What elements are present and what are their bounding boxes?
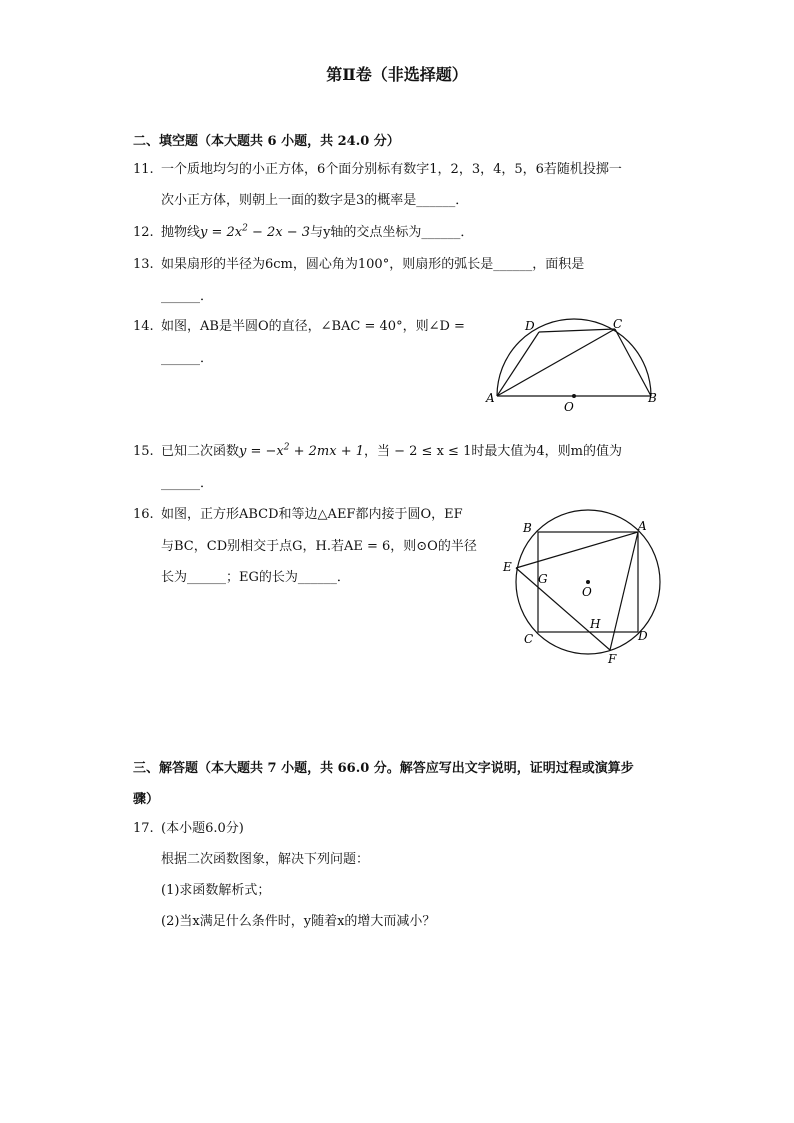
q16-label-g: G — [538, 572, 548, 586]
q16-label-b: B — [523, 521, 532, 535]
q11-line2: 次小正方体，则朝上一面的数字是3的概率是______． — [161, 193, 469, 208]
q14-chord-ad — [497, 332, 539, 396]
q17-number: 17. — [133, 821, 154, 836]
q14-label-a: A — [486, 391, 495, 405]
q15-sup: 2 — [283, 442, 290, 453]
q14-chord-cb — [615, 329, 651, 396]
q16-label-c: C — [524, 632, 534, 646]
q13-line1: 如果扇形的半径为6cm，圆心角为100°，则扇形的弧长是______，面积是 — [161, 257, 585, 272]
q14-semicircle-figure — [482, 316, 672, 416]
q12-text — [161, 224, 473, 242]
q15-expr-a: y = −x — [239, 444, 284, 459]
q16-label-o: O — [582, 585, 592, 599]
q14-label-d: D — [525, 319, 535, 333]
q16-line1: 如图，正方形ABCD和等边△AEF都内接于圆O，EF — [161, 507, 463, 522]
section-heading-fill-blank: 二、填空题（本大题共 6 小题，共 24.0 分） — [133, 134, 400, 149]
q15-line2: ______． — [161, 476, 214, 491]
q13-line2: ______． — [161, 289, 214, 304]
q12-sup: 2 — [242, 223, 248, 234]
q12-pre: 抛物线 — [161, 225, 201, 240]
q16-line2: 与BC，CD别相交于点G，H.若AE = 6，则⊙O的半径 — [161, 539, 477, 554]
q14-label-o: O — [564, 400, 574, 414]
q17-line3: (2)当x满足什么条件时，y随着x的增大而减小？ — [161, 914, 436, 929]
q15-post: ，当 − 2 ≤ x ≤ 1时最大值为4，则m的值为 — [364, 444, 622, 459]
q13-number: 13. — [133, 257, 154, 272]
q16-circle-square-triangle-figure — [498, 506, 668, 671]
q15-number: 15. — [133, 444, 154, 459]
q14-line1: 如图，AB是半圆O的直径，∠BAC = 40°，则∠D = — [161, 319, 465, 334]
q16-side-ae — [516, 532, 638, 568]
q16-label-a: A — [638, 519, 647, 533]
q15-expr-b: + 2mx + 1 — [289, 444, 364, 459]
q16-label-f: F — [608, 652, 617, 666]
q16-center-dot — [586, 580, 590, 584]
q14-label-b: B — [648, 391, 657, 405]
q14-number: 14. — [133, 319, 154, 334]
section-heading-solution: 三、解答题（本大题共 7 小题，共 66.0 分。解答应写出文字说明，证明过程或演算步 — [133, 761, 634, 776]
q14-line2: ______． — [161, 351, 214, 366]
section-heading-solution-cont: 骤） — [133, 792, 160, 807]
q14-chord-ac — [497, 329, 615, 396]
q16-label-e: E — [503, 560, 512, 574]
q17-line2: (1)求函数解析式； — [161, 883, 271, 898]
q12-expr-a: y = 2x — [200, 225, 243, 240]
q14-label-c: C — [613, 317, 623, 331]
q16-line3: 长为______；EG的长为______． — [161, 570, 350, 585]
q12-post: 与y轴的交点坐标为______． — [310, 225, 474, 240]
q15-pre: 已知二次函数 — [161, 444, 240, 459]
q11-line1: 一个质地均匀的小正方体，6个面分别标有数字1，2，3，4，5，6若随机投掷一 — [161, 162, 622, 177]
q15-text — [161, 443, 622, 461]
q11-number: 11. — [133, 162, 154, 177]
q14-chord-dc — [539, 329, 615, 332]
q16-number: 16. — [133, 507, 154, 522]
q16-label-d: D — [638, 629, 648, 643]
q12-expr-b: − 2x − 3 — [247, 225, 311, 240]
q17-score: (本小题6.0分) — [161, 821, 244, 836]
q17-line1: 根据二次函数图象，解决下列问题： — [161, 852, 370, 867]
q12-number: 12. — [133, 225, 154, 240]
page-title: 第Ⅱ卷（非选择题） — [326, 65, 468, 84]
q14-center-dot — [572, 394, 576, 398]
q16-label-h: H — [590, 617, 601, 631]
